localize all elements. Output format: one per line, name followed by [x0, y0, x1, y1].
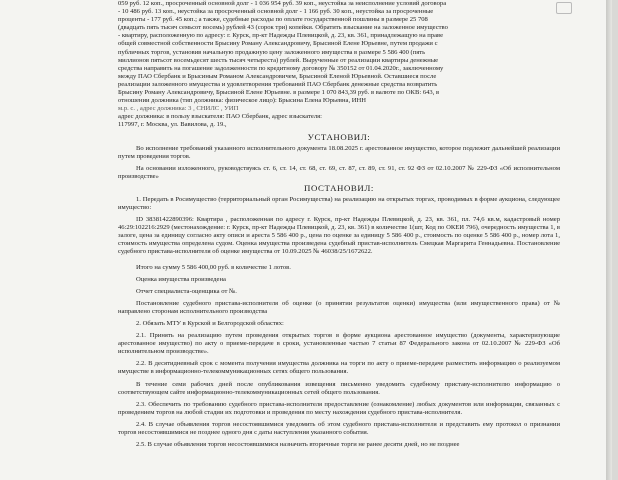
- property-description: ID 38381422890396: Квартира , расположенная по адресу г. Курск, пр-кт Надежды Плевицкой, д. 23, кв. 361, пл. 74,6 кв.м, кадастровый номер 46:29:102216:2929 (местонахождение: г. Курск, пр-кт Надежды Плевицкой, д. 23, кв. 361) в количестве 1(шт, Код по ОКЕИ 796), очередность имущества 1, в залоге, цена за единицу согласно акту описи и ареста 5 586 400 р., цена по оценке за единицу 5 586 400 р., стоимость по оценке 5 586 400 р., номер лота 1, стоимость имущества определена судом. Оценка имущества произведена судебный пристав-исполнитель Смецкая Маргарита Геннадьевна. Постановление судебного пристава-исполнителя об оценке имущества от 10.09.2025 № 46038/25/1672622.: [118, 216, 560, 256]
- text-line: миллионов пятьсот восемьдесят шесть тысяч четыреста) рублей. Вырученные от реализации квартиры денежные: [118, 56, 439, 64]
- text-line: отношении должника (тип должника: физическое лицо): Брысина Елена Юрьевна, ИНН: [118, 97, 367, 105]
- item-2-2b-paragraph: В течение семи рабочих дней после опубликования извещения письменно уведомить судебному приставу-исполнителю информацию о соответствующем сайте информационно-телекоммуникационных сетей общего пользования.: [118, 380, 560, 396]
- text-line: адрес должника: в пользу взыскателя: ПАО Сбербанк, адрес взыскателя:: [118, 113, 323, 121]
- text-line: Брысину Роману Александровичу, Брысиной Елене Юрьевне. в размере 1 070 843,39 руб. в валюте по ОКВ: 643, в: [118, 89, 440, 97]
- text-line: м.р. с. , адрес должника: 3 , СНИЛС , УИП: [118, 105, 239, 113]
- text-line: 059 руб. 12 коп., просроченный основной долг - 1 036 954 руб. 39 коп., неустойка за неисполнение условий договора: [118, 0, 447, 7]
- text-line: средства направить на погашение задолженности по кредитному договору № 350152 от 01.04.2020г., заключенному: [118, 64, 444, 72]
- text-line: между ПАО Сбербанк и Брысиным Романом Александровичем, Брысиной Еленой Юрьевной. Оставшиеся после: [118, 72, 437, 80]
- text-line: - квартиру, расположенную по адресу: г. Курск, пр-кт Надежды Плевицкой, д. 23, кв. 361, принадлежащую на праве: [118, 32, 444, 40]
- item-1-paragraph: 1. Передать в Росимущество (территориальный орган Росимущества) на реализацию на открытых торгах, проводимых в форме аукциона, следующее имущество:: [118, 195, 560, 211]
- text-line: общей совместной собственности Брысину Роману Александровичу, Брысиной Елене Юрьевне, путем продажи с: [118, 40, 438, 48]
- item-2-3-paragraph: 2.3. Обеспечить по требованию судебного пристава-исполнителя предоставление (ознакомление) любых документов или информации, связанных с проведением торгов на любой стадии их подготовки и проведения по месту нахождения судебного пристава-исполнителя.: [118, 400, 560, 416]
- resolution-paragraph: Постановление судебного пристава-исполнителя об оценке (о принятии результатов оценки) имущества (или имущественного права) от № направлено сторонам исполнительного производства: [118, 299, 560, 315]
- item-2-2-paragraph: 2.2. В десятидневный срок с момента получения имущества должника на торги по акту о приеме-передаче разместить информацию о реализуемом имуществе в информационно-телекоммуникационных сетях общего пользования.: [118, 360, 560, 376]
- heading-postanovil: ПОСТАНОВИЛ:: [304, 182, 374, 193]
- scan-artifact: [556, 2, 572, 14]
- item-2-5-paragraph: 2.5. В случае объявления торгов несостоявшимися назначить вторичные торги не ранее десяти дней, но не позднее: [136, 441, 460, 449]
- heading-ustanovil: УСТАНОВИЛ:: [307, 131, 371, 142]
- text-line: - 10 486 руб. 13 коп., неустойка за просроченный основной долг - 1 166 руб. 30 коп., неустойка за просроченные: [118, 8, 434, 16]
- text-line: реализации заложенного имущества и удовлетворения требований ПАО Сбербанк денежные средства возвратить: [118, 80, 438, 88]
- item-2-1-paragraph: 2.1. Принять на реализацию путем проведения открытых торгов в форме аукциона арестованное имущество (документы, характеризующие арестованное имущество) по акту о приеме-передаче в сроки, установленные частью 7 статьи 87 Федерального закона от 02.10.2007 № 229-ФЗ «Об исполнительном производстве».: [118, 332, 560, 356]
- text-line: проценты - 177 руб. 45 коп.; а также, судебные расходы по оплате государственной пошлины в размере 25 708: [118, 16, 428, 24]
- valuation-line: Оценка имущества произведена: [136, 275, 226, 283]
- text-line: публичных торгов, установив начальную продажную цену заложенного имущества в размере 5 586 400 (пять: [118, 48, 426, 56]
- item-2-line: 2. Обязать МТУ в Курской и Белгородской областях:: [136, 320, 284, 327]
- report-line: Отчет специалиста-оценщика от №.: [136, 287, 237, 295]
- document-body: [118, 0, 560, 449]
- page-edge: [606, 0, 612, 480]
- ustanovil-paragraph: Во исполнение требований указанного исполнительного документа 18.08.2025 г. арестованное имущество, которое подлежит дальнейшей реализации путем проведения торгов.: [118, 144, 560, 160]
- text-line: (двадцать пять тысяч семьсот восемь) рублей 43 (сорок три) копейки. Обратить взыскание на заложенное имущество: [118, 24, 448, 32]
- legal-basis-paragraph: На основании изложенного, руководствуясь ст. 6, ст. 14, ст. 68, ст. 69, ст. 87, ст. 89, ст. 91, ст. 92 ФЗ от 02.10.2007 № 229-ФЗ «Об исполнительном производстве»: [118, 164, 560, 180]
- item-2-4-paragraph: 2.4. В случае объявления торгов несостоявшимися уведомить об этом судебного пристава-исполнителя и представить ему протокол о признании торгов несостоявшимися не позднее одного дня с даты наступления указанного события.: [118, 420, 560, 437]
- text-line: 117997, г. Москва, ул. Вавилова, д. 19.,: [118, 121, 227, 129]
- total-line: Итого на сумму 5 586 400,00 руб. в количестве 1 лотов.: [136, 263, 291, 271]
